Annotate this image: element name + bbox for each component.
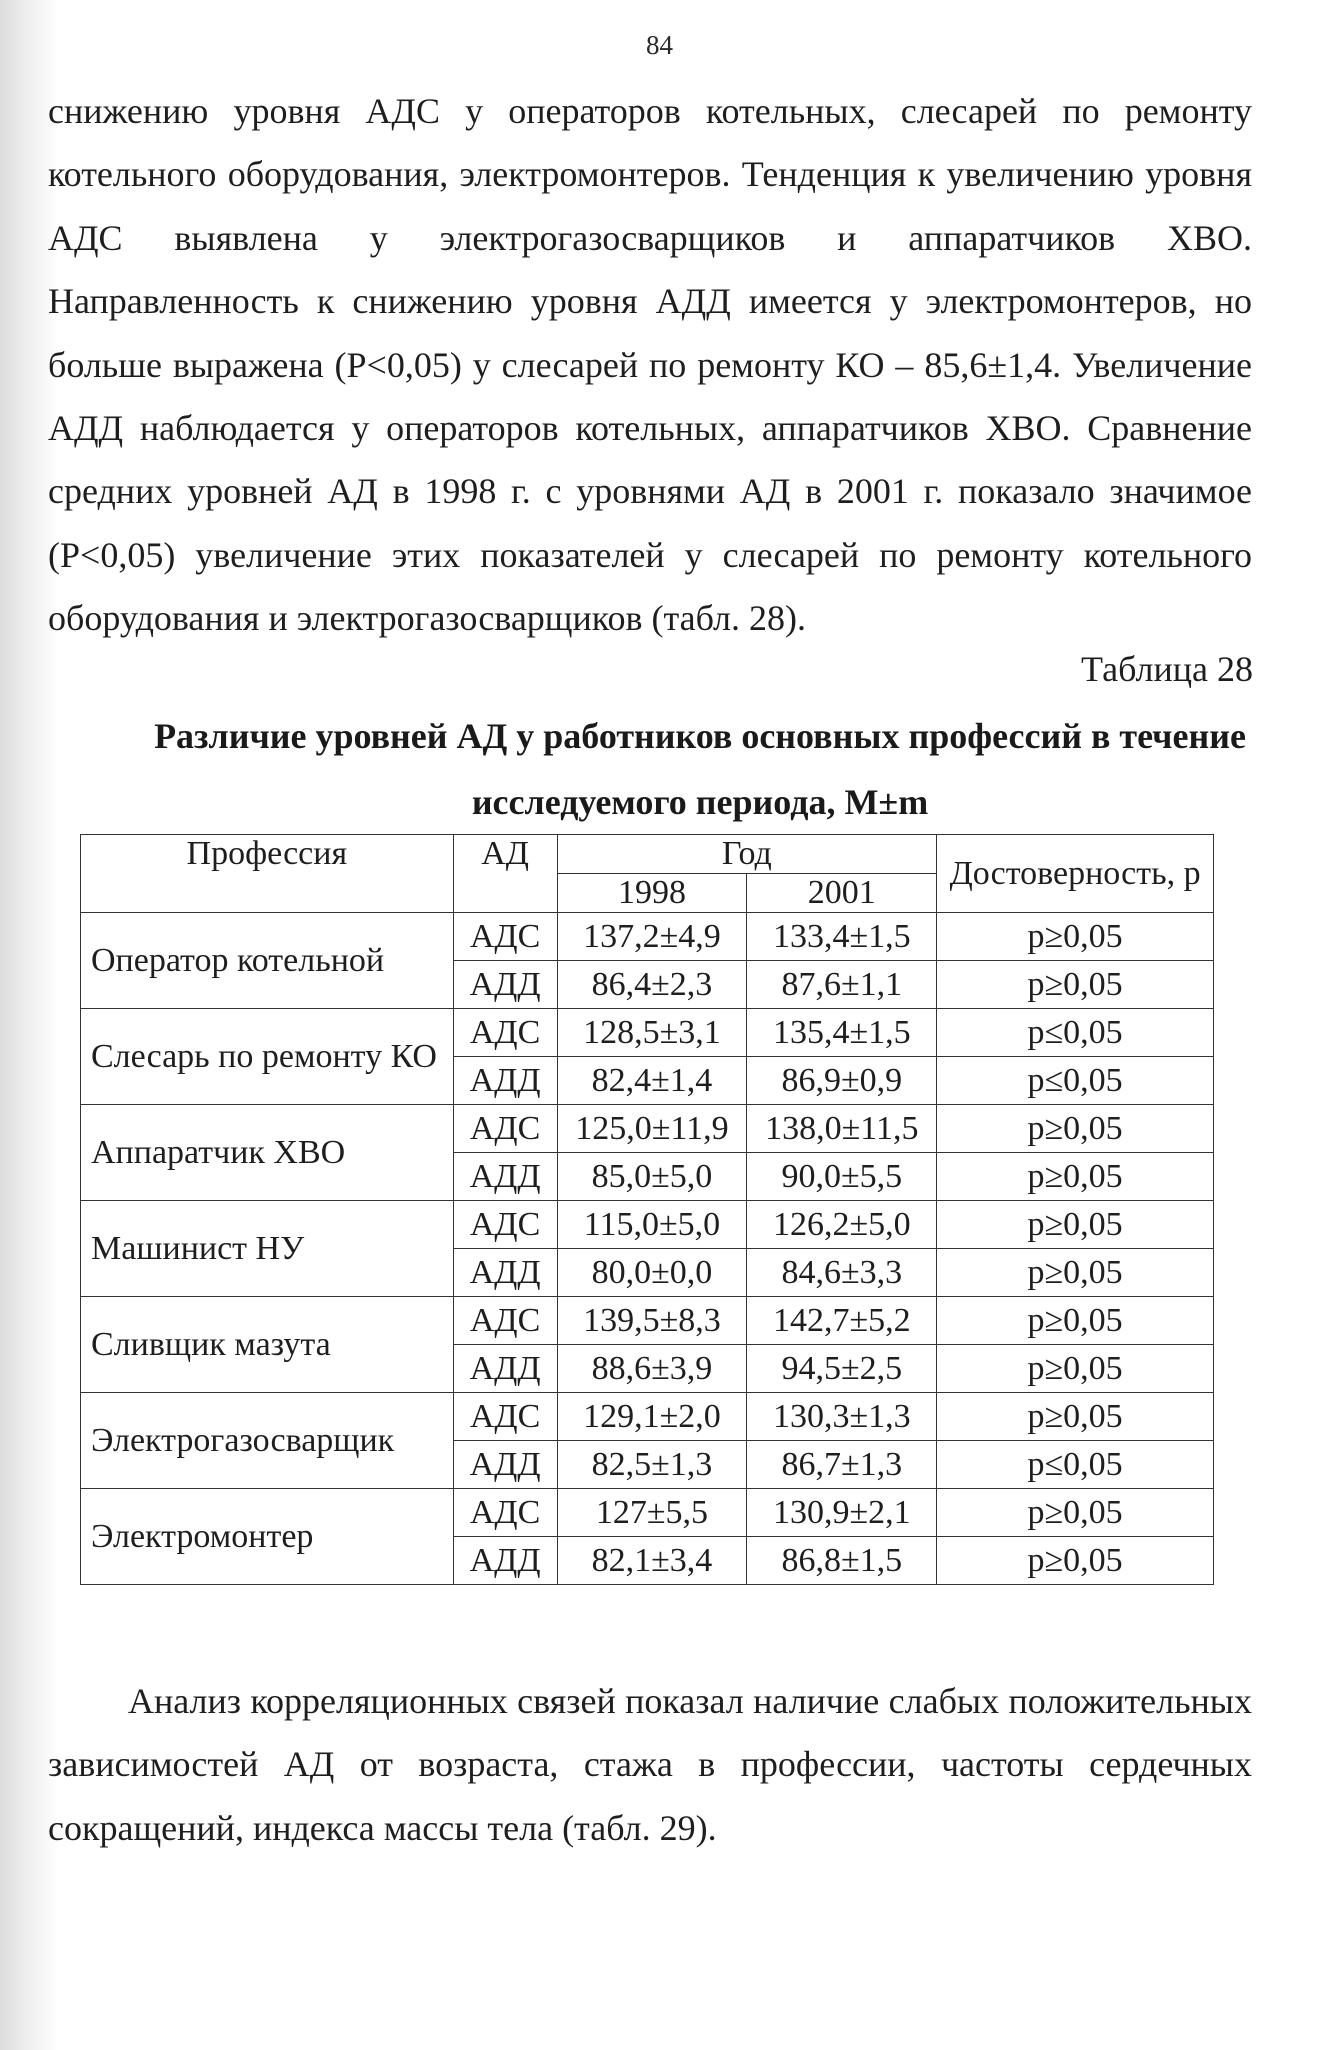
table-row (81, 1393, 1214, 1441)
header-profession: Профессия (81, 835, 454, 913)
table-header-row (81, 835, 1214, 874)
ad-cell: АДД (453, 1537, 557, 1585)
header-significance: Достоверность, р (937, 835, 1214, 913)
table-caption: Различие уровней АД у работников основных профессий в течение исследуемого периода, М±m (154, 716, 1246, 822)
profession-cell: Сливщик мазута (81, 1297, 454, 1393)
header-year-1998: 1998 (557, 874, 747, 913)
ad-cell: АДД (453, 961, 557, 1009)
profession-cell: Аппаратчик ХВО (81, 1105, 454, 1201)
ad-cell: АДС (453, 1393, 557, 1441)
significance-cell: р≥0,05 (937, 1105, 1214, 1153)
value-1998-cell: 137,2±4,9 (557, 913, 747, 961)
table-row (81, 1105, 1214, 1153)
value-2001-cell: 130,3±1,3 (747, 1393, 937, 1441)
value-1998-cell: 82,1±3,4 (557, 1537, 747, 1585)
significance-cell: р≥0,05 (937, 1153, 1214, 1201)
value-1998-cell: 80,0±0,0 (557, 1249, 747, 1297)
blood-pressure-table (80, 834, 1214, 1585)
value-1998-cell: 86,4±2,3 (557, 961, 747, 1009)
significance-cell: р≥0,05 (937, 1489, 1214, 1537)
profession-cell: Электромонтер (81, 1489, 454, 1585)
value-1998-cell: 82,5±1,3 (557, 1441, 747, 1489)
body-paragraph-1: снижению уровня АДС у операторов котельных, слесарей по ремонту котельного оборудования, электромонтеров. Тенденция к увеличению уровня АДС выявлена у электрогазосварщиков и аппаратчиков ХВО. Направленность к снижению уровня АДД имеется у электромонтеров, но больше выражена (Р<0,05) у слесарей по ремонту КО – 85,6±1,4. Увеличение АДД наблюдается у операторов котельных, аппаратчиков ХВО. Сравнение средних уровней АД в 1998 г. с уровнями АД в 2001 г. показало значимое (Р<0,05) увеличение этих показателей у слесарей по ремонту котельного оборудования и электрогазосварщиков (табл. 28). (48, 91, 1252, 639)
profession-cell: Оператор котельной (81, 913, 454, 1009)
value-1998-cell: 128,5±3,1 (557, 1009, 747, 1057)
value-1998-cell: 88,6±3,9 (557, 1345, 747, 1393)
value-2001-cell: 133,4±1,5 (747, 913, 937, 961)
value-2001-cell: 86,7±1,3 (747, 1441, 937, 1489)
significance-cell: р≤0,05 (937, 1009, 1214, 1057)
value-2001-cell: 142,7±5,2 (747, 1297, 937, 1345)
ad-cell: АДС (453, 1297, 557, 1345)
value-2001-cell: 94,5±2,5 (747, 1345, 937, 1393)
body-paragraph-2: Анализ корреляционных связей показал наличие слабых положительных зависимостей АД от возраста, стажа в профессии, частоты сердечных сокращений, индекса массы тела (табл. 29). (48, 1681, 1252, 1848)
significance-cell: р≥0,05 (937, 1345, 1214, 1393)
table-row (81, 1489, 1214, 1537)
table-row (81, 1201, 1214, 1249)
value-2001-cell: 130,9±2,1 (747, 1489, 937, 1537)
ad-cell: АДД (453, 1057, 557, 1105)
value-1998-cell: 139,5±8,3 (557, 1297, 747, 1345)
table-row (81, 913, 1214, 961)
significance-cell: р≥0,05 (937, 913, 1214, 961)
header-ad: АД (453, 835, 557, 913)
profession-cell: Электрогазосварщик (81, 1393, 454, 1489)
value-1998-cell: 82,4±1,4 (557, 1057, 747, 1105)
significance-cell: р≥0,05 (937, 1393, 1214, 1441)
significance-cell: р≥0,05 (937, 1201, 1214, 1249)
value-1998-cell: 127±5,5 (557, 1489, 747, 1537)
ad-cell: АДД (453, 1441, 557, 1489)
value-1998-cell: 115,0±5,0 (557, 1201, 747, 1249)
value-2001-cell: 135,4±1,5 (747, 1009, 937, 1057)
value-1998-cell: 85,0±5,0 (557, 1153, 747, 1201)
ad-cell: АДД (453, 1153, 557, 1201)
value-2001-cell: 90,0±5,5 (747, 1153, 937, 1201)
ad-cell: АДС (453, 1489, 557, 1537)
value-2001-cell: 84,6±3,3 (747, 1249, 937, 1297)
significance-cell: р≥0,05 (937, 1537, 1214, 1585)
significance-cell: р≤0,05 (937, 1057, 1214, 1105)
value-1998-cell: 129,1±2,0 (557, 1393, 747, 1441)
profession-cell: Машинист НУ (81, 1201, 454, 1297)
significance-cell: р≤0,05 (937, 1441, 1214, 1489)
value-2001-cell: 126,2±5,0 (747, 1201, 937, 1249)
value-2001-cell: 86,9±0,9 (747, 1057, 937, 1105)
header-year-2001: 2001 (747, 874, 937, 913)
significance-cell: р≥0,05 (937, 961, 1214, 1009)
table-body (81, 835, 1214, 1585)
ad-cell: АДС (453, 1105, 557, 1153)
value-1998-cell: 125,0±11,9 (557, 1105, 747, 1153)
value-2001-cell: 86,8±1,5 (747, 1537, 937, 1585)
table-row (81, 1009, 1214, 1057)
profession-cell: Слесарь по ремонту КО (81, 1009, 454, 1105)
ad-cell: АДС (453, 913, 557, 961)
value-2001-cell: 87,6±1,1 (747, 961, 937, 1009)
ad-cell: АДС (453, 1201, 557, 1249)
ad-cell: АДД (453, 1249, 557, 1297)
page-number: 84 (646, 30, 673, 60)
ad-cell: АДД (453, 1345, 557, 1393)
value-2001-cell: 138,0±11,5 (747, 1105, 937, 1153)
significance-cell: р≥0,05 (937, 1297, 1214, 1345)
table-row (81, 1297, 1214, 1345)
significance-cell: р≥0,05 (937, 1249, 1214, 1297)
table-label: Таблица 28 (1081, 649, 1253, 689)
ad-cell: АДС (453, 1009, 557, 1057)
header-year: Год (557, 835, 937, 874)
